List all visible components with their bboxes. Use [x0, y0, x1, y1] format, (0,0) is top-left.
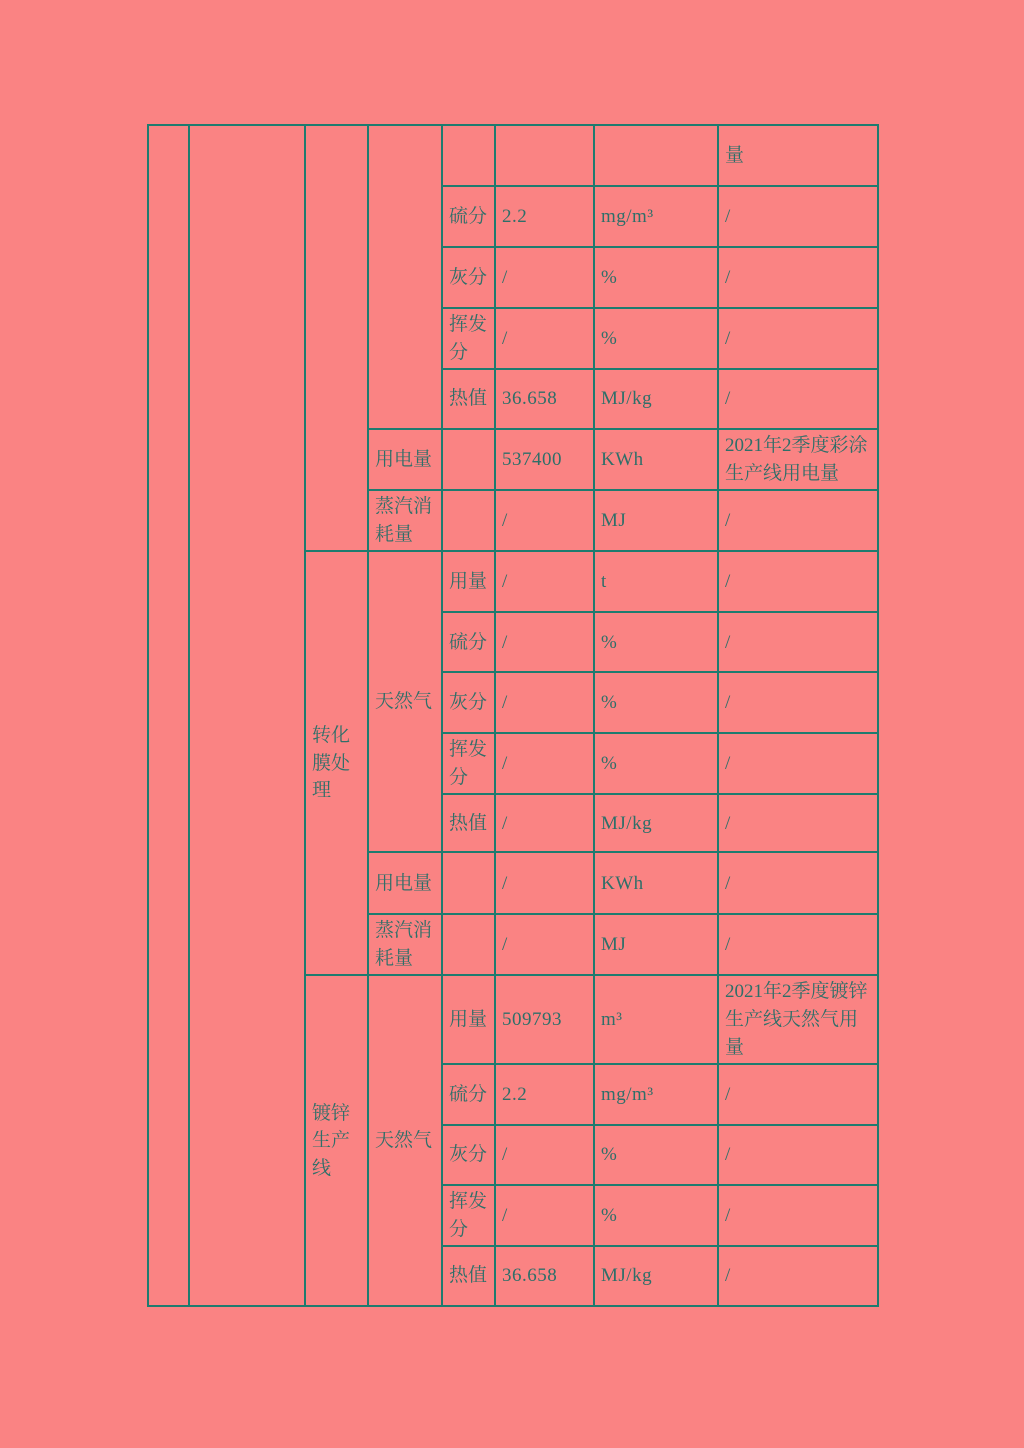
value-cell: /: [495, 733, 594, 794]
unit-cell: KWh: [594, 852, 718, 914]
value-cell: /: [495, 672, 594, 733]
note-cell: /: [718, 186, 878, 247]
carryover-value-cell: [495, 125, 594, 186]
value-cell: /: [495, 1185, 594, 1246]
value-cell: 537400: [495, 429, 594, 490]
value-cell: /: [495, 794, 594, 852]
note-cell: /: [718, 1125, 878, 1185]
spacer-cell: [442, 852, 495, 914]
value-cell: 2.2: [495, 1064, 594, 1125]
param-cell: 灰分: [442, 672, 495, 733]
spacer-cell: [442, 490, 495, 551]
note-cell: /: [718, 490, 878, 551]
value-cell: /: [495, 490, 594, 551]
value-cell: 36.658: [495, 1246, 594, 1306]
note-cell: /: [718, 794, 878, 852]
value-cell: /: [495, 852, 594, 914]
note-cell: /: [718, 1185, 878, 1246]
unit-cell: %: [594, 672, 718, 733]
param-cell: 灰分: [442, 1125, 495, 1185]
value-cell: /: [495, 551, 594, 612]
unit-cell: %: [594, 308, 718, 369]
section-label-cell-conversion: 转化膜处理: [305, 551, 368, 975]
unit-cell: KWh: [594, 429, 718, 490]
note-cell: /: [718, 1064, 878, 1125]
spacer-cell: [442, 914, 495, 975]
unit-cell: %: [594, 733, 718, 794]
gas-label-cell: 天然气: [368, 551, 442, 852]
value-cell: 509793: [495, 975, 594, 1064]
carryover-unit-cell: [594, 125, 718, 186]
electricity-label-cell: 用电量: [368, 852, 442, 914]
note-cell: /: [718, 672, 878, 733]
note-tail-cell: 量: [718, 125, 878, 186]
param-cell: 挥发分: [442, 308, 495, 369]
unit-cell: %: [594, 247, 718, 308]
unit-cell: %: [594, 1185, 718, 1246]
param-cell: 热值: [442, 794, 495, 852]
note-cell: /: [718, 308, 878, 369]
note-cell: 2021年2季度镀锌生产线天然气用量: [718, 975, 878, 1064]
param-cell: 热值: [442, 369, 495, 429]
carryover-section-cell: [305, 125, 368, 551]
spacer-cell: [442, 429, 495, 490]
value-cell: 2.2: [495, 186, 594, 247]
unit-cell: mg/m³: [594, 186, 718, 247]
value-cell: /: [495, 308, 594, 369]
value-cell: 36.658: [495, 369, 594, 429]
unit-cell: MJ/kg: [594, 369, 718, 429]
param-cell: 用量: [442, 551, 495, 612]
section-label-cell-galvanizing: 镀锌生产线: [305, 975, 368, 1306]
unit-cell: mg/m³: [594, 1064, 718, 1125]
electricity-label-cell: 用电量: [368, 429, 442, 490]
unit-cell: m³: [594, 975, 718, 1064]
param-cell: 硫分: [442, 1064, 495, 1125]
value-cell: /: [495, 914, 594, 975]
note-cell: /: [718, 369, 878, 429]
unit-cell: t: [594, 551, 718, 612]
unit-cell: MJ/kg: [594, 794, 718, 852]
param-cell: 硫分: [442, 612, 495, 672]
param-cell: 灰分: [442, 247, 495, 308]
note-cell: 2021年2季度彩涂生产线用电量: [718, 429, 878, 490]
note-cell: /: [718, 1246, 878, 1306]
param-cell: 热值: [442, 1246, 495, 1306]
value-cell: /: [495, 612, 594, 672]
param-cell: 挥发分: [442, 1185, 495, 1246]
margin-cell-col1: [148, 125, 189, 1306]
note-cell: /: [718, 247, 878, 308]
carryover-gas-cell: [368, 125, 442, 429]
steam-label-cell: 蒸汽消耗量: [368, 490, 442, 551]
note-cell: /: [718, 733, 878, 794]
unit-cell: %: [594, 612, 718, 672]
param-cell: 挥发分: [442, 733, 495, 794]
unit-cell: MJ/kg: [594, 1246, 718, 1306]
value-cell: /: [495, 1125, 594, 1185]
unit-cell: MJ: [594, 490, 718, 551]
gas-label-cell: 天然气: [368, 975, 442, 1306]
note-cell: /: [718, 914, 878, 975]
note-cell: /: [718, 612, 878, 672]
steam-label-cell: 蒸汽消耗量: [368, 914, 442, 975]
unit-cell: MJ: [594, 914, 718, 975]
margin-cell-col2: [189, 125, 305, 1306]
value-cell: /: [495, 247, 594, 308]
note-cell: /: [718, 551, 878, 612]
unit-cell: %: [594, 1125, 718, 1185]
energy-consumption-table: [147, 124, 879, 1307]
param-cell: 硫分: [442, 186, 495, 247]
carryover-param-cell: [442, 125, 495, 186]
note-cell: /: [718, 852, 878, 914]
param-cell: 用量: [442, 975, 495, 1064]
